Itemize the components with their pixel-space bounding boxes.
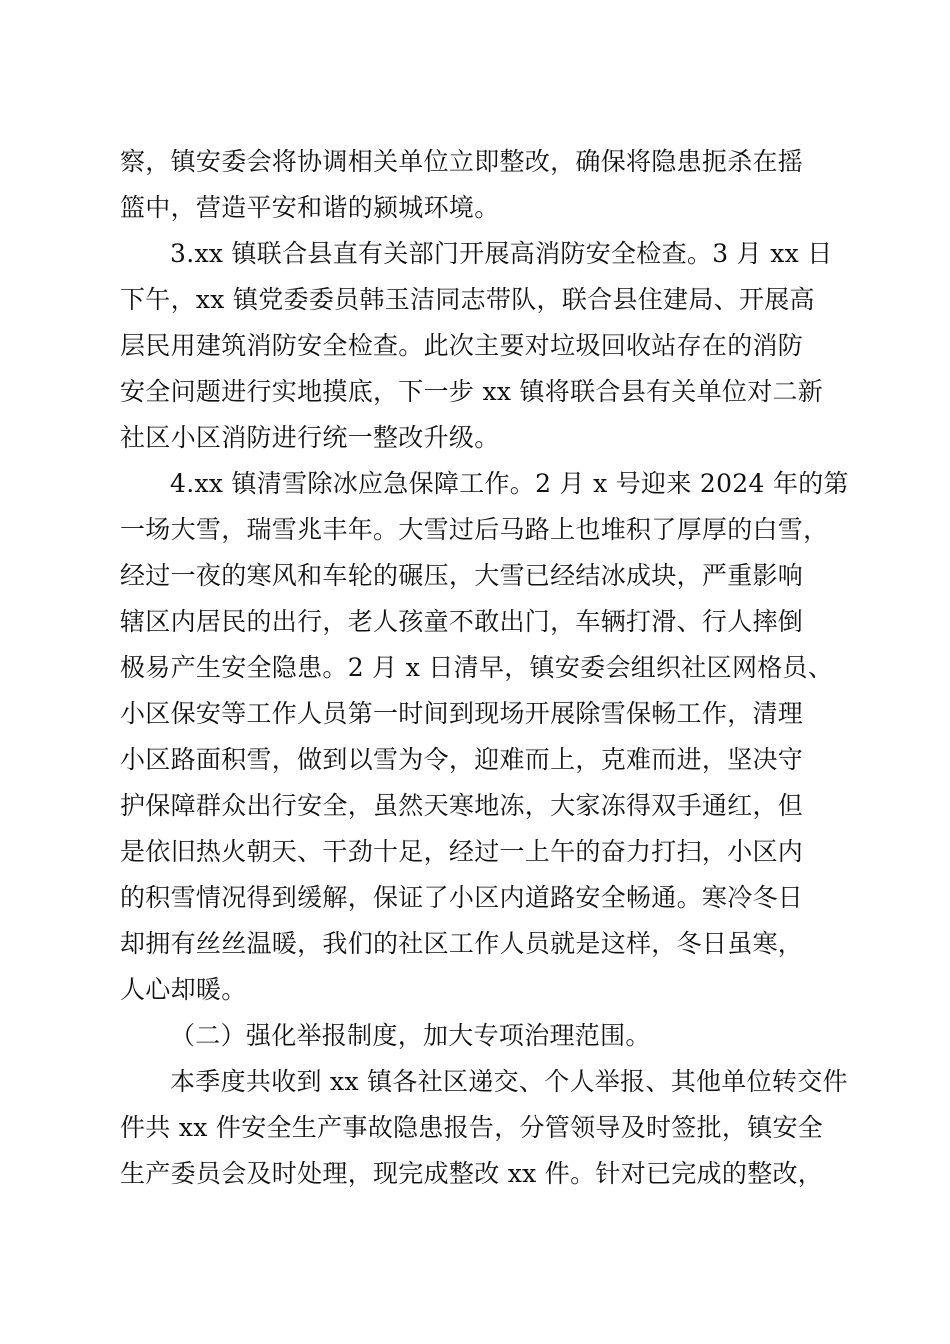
text-line: 小区保安等工作人员第一时间到现场开展除雪保畅工作，清理	[120, 699, 804, 728]
text-line: 下午，xx 镇党委委员韩玉洁同志带队，联合县住建局、开展高	[120, 285, 815, 314]
text-line: 小区路面积雪，做到以雪为令，迎难而上，克难而进，坚决守	[120, 745, 804, 774]
text-line: 却拥有丝丝温暖，我们的社区工作人员就是这样，冬日虽寒，	[120, 929, 804, 958]
text-line: 社区小区消防进行统一整改升级。	[120, 423, 500, 452]
text-line: 本季度共收到 xx 镇各社区递交、个人举报、其他单位转交件	[170, 1067, 848, 1096]
text-line: 察，镇安委会将协调相关单位立即整改，确保将隐患扼杀在摇	[120, 147, 804, 176]
text-line: 一场大雪，瑞雪兆丰年。大雪过后马路上也堆积了厚厚的白雪，	[120, 515, 829, 544]
text-line: 极易产生安全隐患。2 月 x 日清早，镇安委会组织社区网格员、	[120, 653, 834, 682]
text-line: 护保障群众出行安全，虽然天寒地冻，大家冻得双手通红，但	[120, 791, 804, 820]
text-line: 安全问题进行实地摸底，下一步 xx 镇将联合县有关单位对二新	[120, 377, 824, 406]
text-line: 的积雪情况得到缓解，保证了小区内道路安全畅通。寒冷冬日	[120, 883, 804, 912]
text-line: 经过一夜的寒风和车轮的碾压，大雪已经结冰成块，严重影响	[120, 561, 804, 590]
text-line: 人心却暖。	[120, 975, 247, 1004]
text-line: 层民用建筑消防安全检查。此次主要对垃圾回收站存在的消防	[120, 331, 804, 360]
text-line: 件共 xx 件安全生产事故隐患报告，分管领导及时签批，镇安全	[120, 1113, 824, 1142]
section-heading: （二）强化举报制度，加大专项治理范围。	[170, 1021, 651, 1050]
text-line: 是依旧热火朝天、干劲十足，经过一上午的奋力打扫，小区内	[120, 837, 804, 866]
text-line: 辖区内居民的出行，老人孩童不敢出门，车辆打滑、行人摔倒	[120, 607, 804, 636]
text-line: 生产委员会及时处理，现完成整改 xx 件。针对已完成的整改，	[120, 1159, 824, 1188]
text-line: 4.xx 镇清雪除冰应急保障工作。2 月 x 号迎来 2024 年的第	[170, 469, 849, 498]
text-line: 3.xx 镇联合县直有关部门开展高消防安全检查。3 月 xx 日	[170, 239, 833, 268]
text-line: 篮中，营造平安和谐的颍城环境。	[120, 193, 500, 222]
